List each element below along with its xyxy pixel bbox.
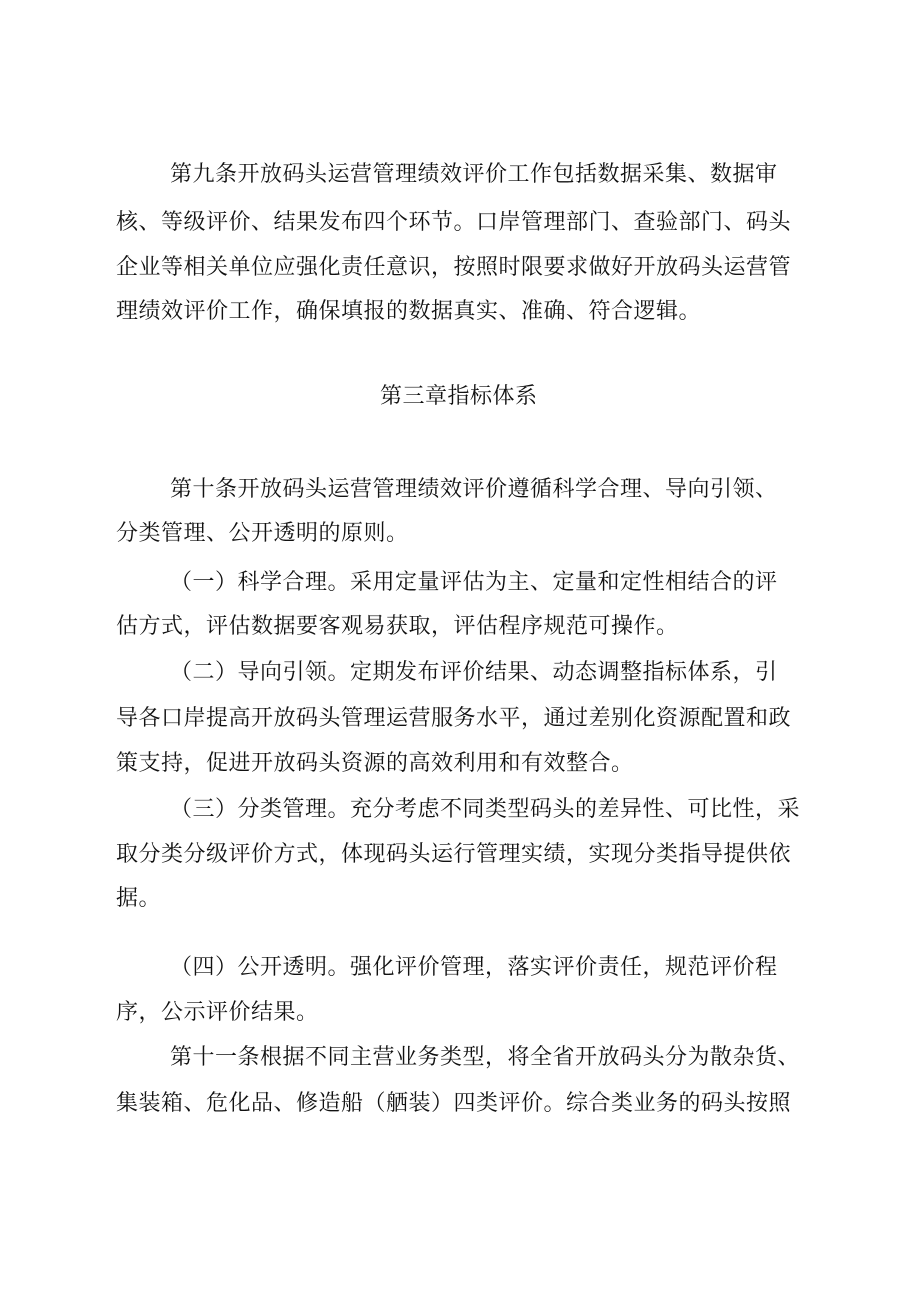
article-10-line-1: 第十条开放码头运营管理绩效评价遵循科学合理、导向引领、 — [170, 477, 778, 502]
item-3-line-2: 取分类分级评价方式，体现码头运行管理实绩，实现分类指导提供依 — [116, 842, 792, 867]
item-4-line-2: 序，公示评价结果。 — [116, 1000, 319, 1025]
item-3-line-3: 据。 — [116, 886, 162, 911]
item-2-line-3: 策支持，促进开放码头资源的高效利用和有效整合。 — [116, 751, 634, 776]
article-11-line-2: 集装箱、危化品、修造船（舾装）四类评价。综合类业务的码头按照 — [116, 1091, 792, 1116]
article-9-line-2: 核、等级评价、结果发布四个环节。口岸管理部门、查验部门、码头 — [116, 210, 792, 235]
item-3-line-1: （三）分类管理。充分考虑不同类型码头的差异性、可比性，采 — [170, 797, 801, 822]
article-9-line-1: 第九条开放码头运营管理绩效评价工作包括数据采集、数据审 — [170, 162, 778, 187]
item-1-line-2: 估方式，评估数据要客观易获取，评估程序规范可操作。 — [116, 614, 679, 639]
article-10-line-2: 分类管理、公开透明的原则。 — [116, 521, 409, 546]
article-9-line-4: 理绩效评价工作，确保填报的数据真实、准确、符合逻辑。 — [116, 299, 702, 324]
chapter-heading: 第三章指标体系 — [380, 384, 538, 409]
article-11-line-1: 第十一条根据不同主营业务类型，将全省开放码头分为散杂货、 — [170, 1045, 801, 1070]
article-9-line-3: 企业等相关单位应强化责任意识，按照时限要求做好开放码头运营管 — [116, 255, 792, 280]
item-2-line-2: 导各口岸提高开放码头管理运营服务水平，通过差别化资源配置和政 — [116, 706, 792, 731]
item-2-line-1: （二）导向引领。定期发布评价结果、动态调整指标体系，引 — [170, 660, 778, 685]
item-1-line-1: （一）科学合理。采用定量评估为主、定量和定性相结合的评 — [170, 570, 778, 595]
item-4-line-1: （四）公开透明。强化评价管理，落实评价责任，规范评价程 — [170, 955, 778, 980]
